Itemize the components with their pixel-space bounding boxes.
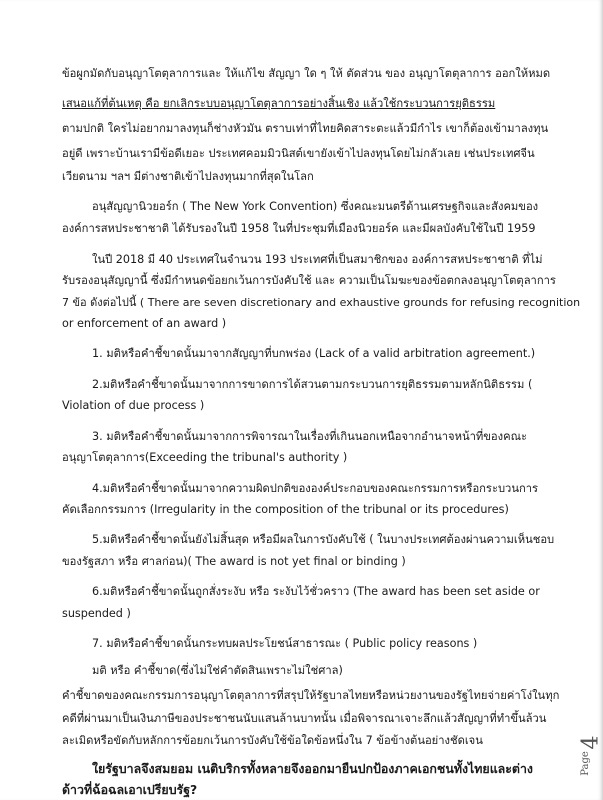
text-line-9: รับรองอนุสัญญานี้ ซึ่งมีกำหนดข้อยกเว้นการบังคับใช้ และ ความเป็นโมฆะของข้อตกลงอนุญาโตตุลาการ (62, 274, 556, 287)
text-line-11: or enforcement of an award ) (62, 317, 227, 330)
text-line-summary-1: คำชี้ขาดของคณะกรรมการอนุญาโตตุลาการที่สรุปให้รัฐบาลไทยหรือหน่วยงานของรัฐไทยจ่ายค่าโง่ในทุก (62, 689, 560, 702)
list-item-6: 6.มติหรือคำชี้ขาดนั้นถูกสั่งระงับ หรือ ระงับไว้ชั่วคราว (The award has been set aside or (92, 585, 540, 598)
text-line-10: 7 ข้อ ดังต่อไปนี้ ( There are seven discretionary and exhaustive grounds for refusing recognition (62, 296, 581, 309)
page-number: 4 (578, 735, 603, 750)
text-line-summary-3: ละเมิดหรือขัดกับหลักการข้อยกเว้นการบังคับใช้ข้อใดข้อหนึ่งใน 7 ข้อข้างต้นอย่างชัดเจน (62, 734, 483, 747)
list-item-3: 3. มติหรือคำชี้ขาดนั้นมาจากการพิจารณาในเรื่องที่เกินนอกเหนือจากอำนาจหน้าที่ของคณะ (92, 430, 527, 443)
list-item-4-cont: คัดเลือกกรรมการ (Irregularity in the composition of the tribunal or its procedures) (62, 503, 509, 516)
list-item-2: 2.มติหรือคำชี้ขาดนั้นมาจากการขาดการได้สวนตามกระบวนการยุติธรรมตามหลักนิติธรรม ( (92, 378, 533, 391)
text-line-7: องค์การสหประชาชาติ ได้รับรองในปี 1958 ในที่ประชุมที่เมืองนิวยอร์ค และมีผลบังคับใช้ในปี 1959 (62, 222, 536, 235)
list-item-2-cont: Violation of due process ) (62, 399, 205, 412)
list-item-5: 5.มติหรือคำชี้ขาดนั้นยังไม่สิ้นสุด หรือมีผลในการบังคับใช้ ( ในบางประเทศต้องผ่านความเห็นชอบ (92, 533, 555, 546)
list-item-6-cont: suspended ) (62, 607, 131, 620)
closing-question-2: ด้าวที่ฉ้อฉลเอาเปรียบรัฐ? (62, 782, 198, 797)
list-item-4: 4.มติหรือคำชี้ขาดนั้นมาจากความผิดปกติขององค์ประกอบของคณะกรรมการหรือกระบวนการ (92, 482, 539, 495)
list-item-7: 7. มติหรือคำชี้ขาดนั้นกระทบผลประโยชน์สาธารณะ ( Public policy reasons ) (92, 637, 478, 650)
text-line-6: อนุสัญญานิวยอร์ก ( The New York Convention) ซึ่งคณะมนตรีด้านเศรษฐกิจและสังคมของ (92, 200, 539, 213)
closing-question-1: ใยรัฐบาลจึงสมยอม เนติบริกรทั้งหลายจึงออกมายืนปกป้องภาคเอกชนทั้งไทยและต่าง (92, 761, 533, 776)
text-line-note: มติ หรือ คำชี้ขาด(ซึ่งไม่ใช่คำตัดสินเพราะไม่ใช่ศาล) (92, 664, 343, 677)
text-line-4: อยู่ดี เพราะบ้านเรามีข้อดีเยอะ ประเทศคอมมิวนิสต์เขายังเข้าไปลงทุนโดยไม่กลัวเลย เช่นประเทศจีน (62, 147, 535, 160)
text-line-2: เสนอแก้ที่ต้นเหตุ คือ ยกเลิกระบบอนุญาโตตุลาการอย่างสิ้นเชิง แล้วใช้กระบวนการยุติธรรม (62, 97, 496, 110)
text-line-summary-2: คดีที่ผ่านมาเป็นเงินภาษีของประชาชนนับแสนล้านบาทนั้น เมื่อพิจารณาเจาะลึกแล้วสัญญาที่ทำขึ้นล้วน (62, 712, 547, 725)
text-line-3: ตามปกติ ใครไม่อยากมาลงทุนก็ช่างหัวมัน ตราบเท่าที่ไทยคิดสาระตะแล้วมีกำไร เขาก็ต้องเข้ามาลงทุน (62, 122, 549, 135)
list-item-1: 1. มติหรือคำชี้ขาดนั้นมาจากสัญญาที่บกพร่อง (Lack of a valid arbitration agreement.) (92, 347, 536, 360)
text-line-8: ในปี 2018 มี 40 ประเทศในจำนวน 193 ประเทศที่เป็นสมาชิกของ องค์การสหประชาชาติ ที่ไม่ (92, 253, 543, 266)
list-item-3-cont: อนุญาโตตุลาการ(Exceeding the tribunal's authority ) (62, 451, 348, 464)
text-line-1: ข้อผูกมัดกับอนุญาโตตุลาการและ ให้แก้ไข สัญญา ใด ๆ ให้ ตัดส่วน ของ อนุญาโตตุลาการ ออกให้หมด (62, 67, 551, 80)
list-item-5-cont: ของรัฐสภา หรือ ศาลก่อน)( The award is not yet final or binding ) (62, 555, 406, 568)
page-label: Page (580, 751, 592, 776)
text-line-5: เวียดนาม ฯลฯ มีต่างชาติเข้าไปลงทุนมากที่สุดในโลก (62, 170, 314, 183)
page-footer (578, 735, 603, 792)
